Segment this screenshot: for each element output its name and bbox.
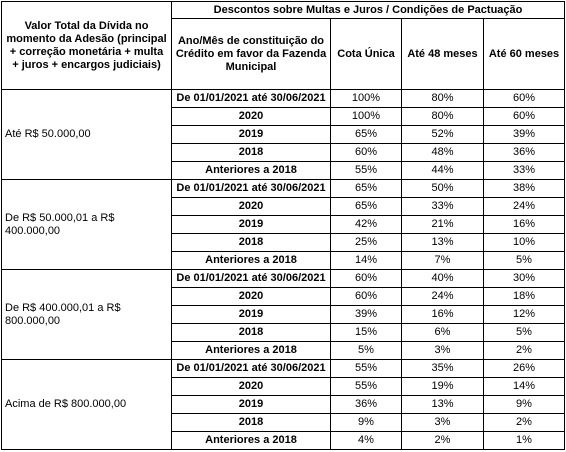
table-row <box>2 270 565 288</box>
header-valor-total: Valor Total da Dívida no momento da Adesão (principal + correção monetária + multa + juros + encargos judiciais) <box>2 2 172 90</box>
ate-60-meses-cell: 5% <box>484 324 565 342</box>
period-cell: 2020 <box>172 198 331 216</box>
range-cell: Acima de R$ 800.000,00 <box>2 360 172 450</box>
ate-48-meses-cell: 13% <box>402 234 484 252</box>
cota-unica-cell: 25% <box>331 234 402 252</box>
range-cell: Até R$ 50.000,00 <box>2 90 172 180</box>
header-row-top <box>2 2 565 19</box>
ate-48-meses-cell: 19% <box>402 378 484 396</box>
ate-60-meses-cell: 12% <box>484 306 565 324</box>
ate-60-meses-cell: 39% <box>484 126 565 144</box>
ate-60-meses-cell: 26% <box>484 360 565 378</box>
cota-unica-cell: 65% <box>331 180 402 198</box>
period-cell: 2018 <box>172 414 331 432</box>
ate-60-meses-cell: 36% <box>484 144 565 162</box>
period-cell: Anteriores a 2018 <box>172 342 331 360</box>
ate-60-meses-cell: 38% <box>484 180 565 198</box>
cota-unica-cell: 100% <box>331 108 402 126</box>
cota-unica-cell: 100% <box>331 90 402 108</box>
header-descontos: Descontos sobre Multas e Juros / Condições de Pactuação <box>172 2 565 19</box>
period-cell: 2020 <box>172 108 331 126</box>
ate-48-meses-cell: 3% <box>402 342 484 360</box>
period-cell: Anteriores a 2018 <box>172 432 331 450</box>
cota-unica-cell: 55% <box>331 162 402 180</box>
ate-48-meses-cell: 44% <box>402 162 484 180</box>
table-row <box>2 90 565 108</box>
period-cell: 2018 <box>172 144 331 162</box>
header-ano-mes: Ano/Mês de constituição do Crédito em favor da Fazenda Municipal <box>172 19 331 90</box>
ate-48-meses-cell: 21% <box>402 216 484 234</box>
ate-48-meses-cell: 50% <box>402 180 484 198</box>
period-cell: De 01/01/2021 até 30/06/2021 <box>172 360 331 378</box>
ate-60-meses-cell: 1% <box>484 432 565 450</box>
ate-48-meses-cell: 2% <box>402 432 484 450</box>
ate-48-meses-cell: 3% <box>402 414 484 432</box>
cota-unica-cell: 5% <box>331 342 402 360</box>
table-row <box>2 180 565 198</box>
ate-48-meses-cell: 48% <box>402 144 484 162</box>
ate-60-meses-cell: 16% <box>484 216 565 234</box>
period-cell: 2019 <box>172 396 331 414</box>
ate-48-meses-cell: 6% <box>402 324 484 342</box>
period-cell: 2020 <box>172 288 331 306</box>
ate-60-meses-cell: 2% <box>484 342 565 360</box>
period-cell: De 01/01/2021 até 30/06/2021 <box>172 90 331 108</box>
period-cell: 2018 <box>172 234 331 252</box>
ate-60-meses-cell: 30% <box>484 270 565 288</box>
period-cell: Anteriores a 2018 <box>172 162 331 180</box>
cota-unica-cell: 60% <box>331 270 402 288</box>
period-cell: 2019 <box>172 216 331 234</box>
header-ate-60-meses: Até 60 meses <box>484 19 565 90</box>
ate-60-meses-cell: 60% <box>484 90 565 108</box>
ate-60-meses-cell: 5% <box>484 252 565 270</box>
ate-60-meses-cell: 18% <box>484 288 565 306</box>
ate-48-meses-cell: 16% <box>402 306 484 324</box>
ate-48-meses-cell: 7% <box>402 252 484 270</box>
header-ate-48-meses: Até 48 meses <box>402 19 484 90</box>
cota-unica-cell: 60% <box>331 144 402 162</box>
ate-60-meses-cell: 14% <box>484 378 565 396</box>
ate-48-meses-cell: 40% <box>402 270 484 288</box>
ate-60-meses-cell: 33% <box>484 162 565 180</box>
ate-60-meses-cell: 10% <box>484 234 565 252</box>
period-cell: De 01/01/2021 até 30/06/2021 <box>172 270 331 288</box>
cota-unica-cell: 42% <box>331 216 402 234</box>
cota-unica-cell: 55% <box>331 360 402 378</box>
cota-unica-cell: 65% <box>331 198 402 216</box>
period-cell: De 01/01/2021 até 30/06/2021 <box>172 180 331 198</box>
cota-unica-cell: 9% <box>331 414 402 432</box>
period-cell: Anteriores a 2018 <box>172 252 331 270</box>
header-cota-unica: Cota Única <box>331 19 402 90</box>
discount-table <box>1 1 565 450</box>
period-cell: 2019 <box>172 126 331 144</box>
ate-60-meses-cell: 2% <box>484 414 565 432</box>
table-row <box>2 360 565 378</box>
discount-table-container <box>1 1 565 450</box>
cota-unica-cell: 60% <box>331 288 402 306</box>
period-cell: 2020 <box>172 378 331 396</box>
ate-60-meses-cell: 24% <box>484 198 565 216</box>
cota-unica-cell: 55% <box>331 378 402 396</box>
cota-unica-cell: 39% <box>331 306 402 324</box>
period-cell: 2019 <box>172 306 331 324</box>
table-body <box>2 90 565 450</box>
cota-unica-cell: 65% <box>331 126 402 144</box>
ate-48-meses-cell: 24% <box>402 288 484 306</box>
ate-48-meses-cell: 52% <box>402 126 484 144</box>
ate-48-meses-cell: 80% <box>402 108 484 126</box>
cota-unica-cell: 4% <box>331 432 402 450</box>
ate-48-meses-cell: 80% <box>402 90 484 108</box>
ate-60-meses-cell: 9% <box>484 396 565 414</box>
ate-60-meses-cell: 60% <box>484 108 565 126</box>
ate-48-meses-cell: 35% <box>402 360 484 378</box>
ate-48-meses-cell: 33% <box>402 198 484 216</box>
ate-48-meses-cell: 13% <box>402 396 484 414</box>
period-cell: 2018 <box>172 324 331 342</box>
cota-unica-cell: 14% <box>331 252 402 270</box>
cota-unica-cell: 36% <box>331 396 402 414</box>
cota-unica-cell: 15% <box>331 324 402 342</box>
range-cell: De R$ 400.000,01 a R$ 800.000,00 <box>2 270 172 360</box>
range-cell: De R$ 50.000,01 a R$ 400.000,00 <box>2 180 172 270</box>
